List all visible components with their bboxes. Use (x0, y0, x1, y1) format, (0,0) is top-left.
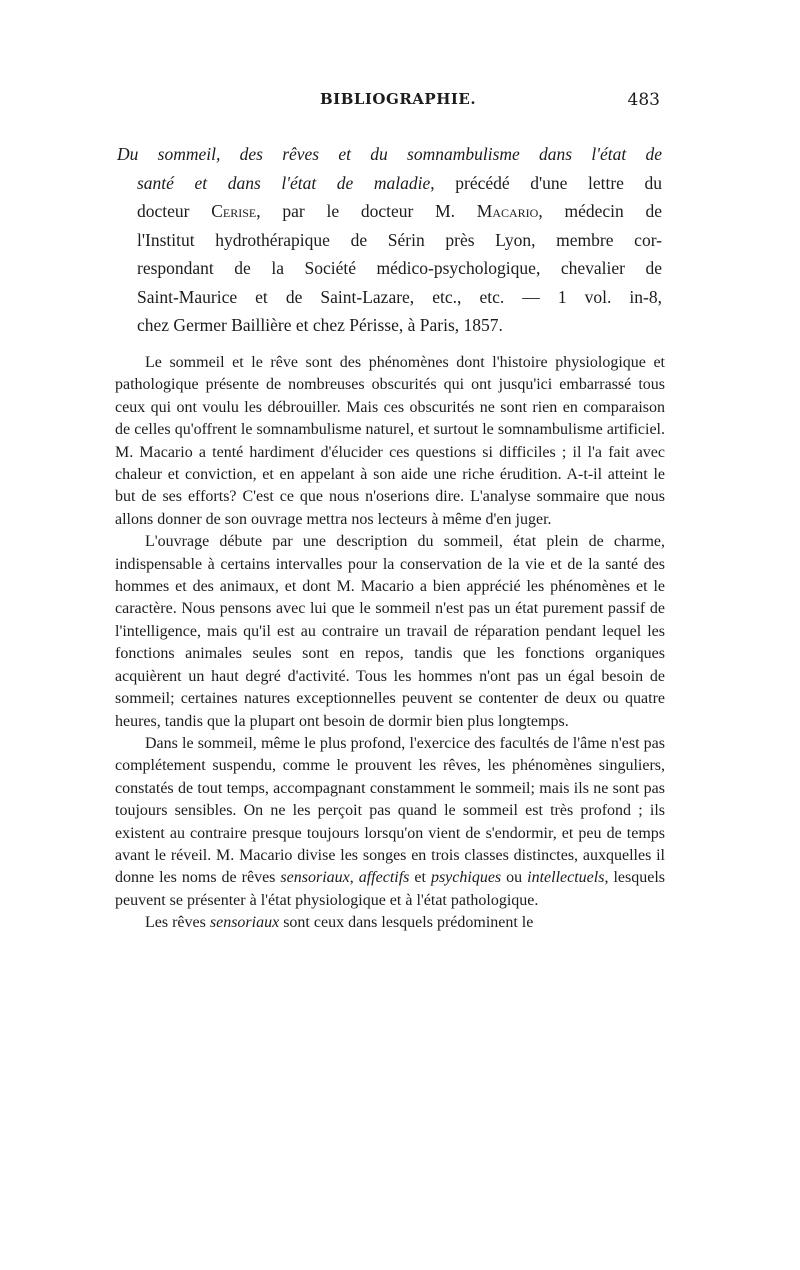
entry-line (117, 283, 662, 312)
text-run: et (409, 869, 431, 887)
text-run: docteur (137, 201, 212, 221)
italic-text: psychiques (430, 869, 502, 887)
paragraph (115, 531, 665, 733)
paragraph (115, 912, 665, 934)
entry-line (117, 226, 662, 255)
entry-line (117, 169, 662, 198)
text-run: sont ceux dans lesquels prédominent le (279, 914, 534, 932)
italic-text: Du sommeil, des rêves et du somnambulisme dans l'état de (117, 144, 662, 164)
italic-text: sensoriaux (280, 869, 350, 887)
text-run: , précédé d'une lettre du (430, 172, 662, 193)
text-run: respondant de la Société médico-psychologique, chevalier de (137, 258, 662, 278)
text-run: , par le docteur M. (256, 201, 477, 221)
italic-text: intellectuels (527, 869, 605, 887)
text-run: Le sommeil et le rêve sont des phénomènes dont l'histoire physiologique et pathologique présente de nombreuses obscurités qui ont jusqu'ici embarrassé tous ceux qui ont voulu les débrouiller. Mais ces obscurités ne sont rien en comparaison de celles qu'offrent le somnambulisme naturel, et surtout le somnambulisme artificiel. M. Macario a tenté hardiment d'élucider ces questions si difficiles ; il l'a fait avec chaleur et conviction, et en appelant à son aide une riche érudition. A-t-il atteint le but de ses efforts? C'est ce que nous n'oserions dire. L'analyse sommaire que nous allons donner de son ouvrage mettra nos lecteurs à même d'en juger. (115, 354, 665, 528)
text-run: chez Germer Baillière et chez Périsse, à Paris, 1857. (137, 315, 503, 335)
italic-text: santé et dans l'état de maladie (137, 172, 431, 193)
review-body (115, 352, 665, 935)
entry-line (117, 140, 662, 169)
text-run: , (349, 869, 359, 887)
small-caps-name: Macario (476, 201, 539, 221)
text-run: , lesquels peuvent se présenter à l'état physiologique et à l'état pathologique. (115, 869, 665, 909)
entry-line (117, 254, 662, 283)
text-run: Dans le sommeil, même le plus profond, l'exercice des facultés de l'âme n'est pas complétement suspendu, comme le prouvent les rêves, les phénomènes singuliers, constatés de tout temps, accompagnant constamment le sommeil; mais ils ne sont pas toujours sensibles. On ne les perçoit pas quand le sommeil est très profond ; ils existent au contraire presque toujours lorsqu'on vient de s'endormir, et peu de temps avant le réveil. M. Macario divise les songes en trois classes distinctes, auxquelles il donne les noms de rêves (115, 734, 665, 887)
page-header (140, 90, 660, 114)
text-run: Saint-Maurice et de Saint-Lazare, etc., etc. — 1 vol. in-8, (137, 286, 662, 307)
paragraph (115, 733, 665, 912)
text-run: l'Institut hydrothérapique de Sérin près Lyon, membre cor- (137, 229, 662, 250)
italic-text: affectifs (358, 869, 410, 887)
running-head: BIBLIOGRAPHIE. (320, 90, 477, 108)
entry-line (117, 197, 662, 226)
text-run: Les rêves (145, 914, 210, 932)
text-run: ou (501, 869, 528, 887)
paragraph (115, 352, 665, 531)
entry-line (117, 311, 662, 340)
page-number: 483 (627, 90, 660, 110)
text-run: L'ouvrage débute par une description du sommeil, état plein de charme, indispensable à certains intervalles pour la conservation de la vie et de la santé des hommes et des animaux, et dont M. Macario a bien apprécié les phénomènes et le caractère. Nous pensons avec lui que le sommeil n'est pas un état purement passif de l'intelligence, mais qu'il est au contraire un travail de réparation pendant lequel les fonctions animales seules sont en repos, tandis que les fonctions organiques acquièrent un haut degré d'activité. Tous les hommes n'ont pas un égal besoin de sommeil; certaines natures exceptionnelles peuvent se contenter de deux ou quatre heures, tandis que la plupart ont besoin de dormir bien plus longtemps. (115, 533, 665, 730)
small-caps-name: Cerise (211, 201, 257, 221)
italic-text: sensoriaux (209, 914, 280, 932)
text-run: , médecin de (538, 201, 662, 221)
bibliographic-entry (117, 140, 662, 340)
